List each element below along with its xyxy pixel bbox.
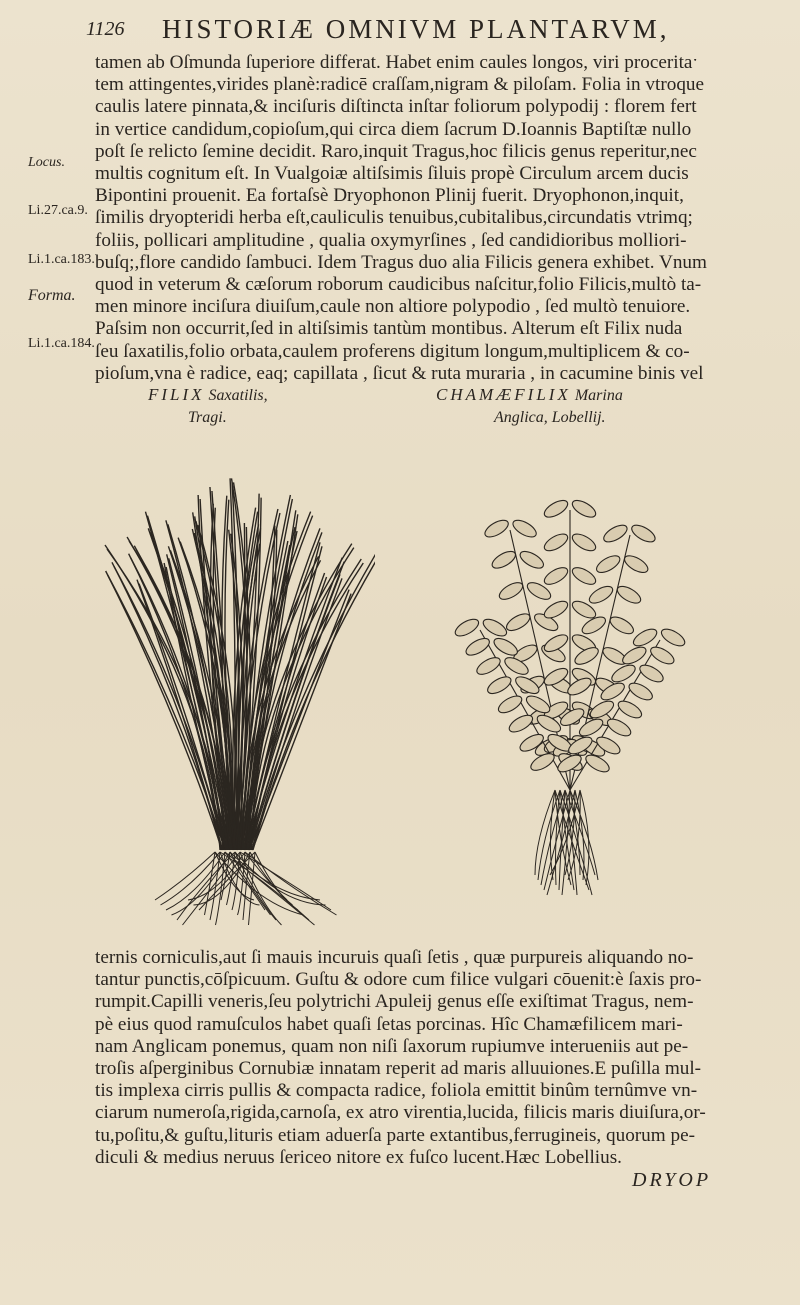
text-line: troſis aſperginibus Cornubiæ innatam reperit ad maris alluuiones.E puſilla mul-	[95, 1058, 702, 1080]
leaflet	[570, 564, 599, 587]
text-line: tu,poſitu,& guſtu,lituris etiam aduerſa parte extantibus,ferrugineis, quorum pe-	[95, 1124, 695, 1146]
fern-grass-woodcut	[95, 460, 375, 930]
leaflet	[587, 583, 616, 606]
leaflet	[481, 616, 510, 639]
right-caption-sub2: Anglica, Lobellij.	[494, 409, 606, 426]
text-line: ternis corniculis,aut ſi mauis incuruis quaſi ſetis , quæ purpureis aliquando no-	[95, 947, 694, 968]
leaflet	[542, 497, 571, 520]
text-line: pè eius quod ramuſculos habet quaſi ſetas porcinas. Hîc Chamæfilicem mari-	[95, 1013, 683, 1035]
leaflet	[497, 579, 526, 602]
leaflet	[491, 635, 520, 658]
text-line: caulis latere pinnata,& inciſuris diſtincta inſtar foliorum polypodij : florem fert	[95, 96, 697, 118]
top-paragraph	[95, 52, 735, 385]
leaflet	[496, 693, 525, 716]
left-caption-title: FILIX	[148, 385, 205, 404]
marginal-note-ref-3: Li.1.ca.184.	[28, 336, 95, 351]
text-line: tem attingentes,virides planè:radicē craſſam,nigram & piloſam. Folia in vtroque	[95, 74, 705, 96]
page-header	[70, 8, 770, 48]
marginal-note-locus: Locus.	[28, 155, 65, 170]
text-line: quod in veterum & cæſorum roborum caudicibus naſcitur,folio Filicis,multò ta-	[95, 274, 702, 296]
leaflet	[453, 616, 482, 639]
leaflet	[626, 680, 655, 703]
leaflet	[485, 674, 514, 697]
leaflet	[620, 644, 649, 667]
text-line: men minore inciſura diuiſum,caule non altiore polypodio , ſed multò tenuiore.	[95, 296, 691, 318]
text-line: nam Anglicam ponemus, quam non niſi ſaxorum rupiumve interueniis aut pe-	[95, 1035, 689, 1057]
text-line: pioſum,vna è radice, eaq; capillata , ſicut & ruta muraria , in cacumine binis vel	[95, 362, 704, 384]
text-line: diculi & medius neruus ſericeo nitore ex fuſco lucent.Hæc Lobellius.	[95, 1146, 622, 1168]
leaflet	[609, 662, 638, 685]
text-line: ſeu ſaxatilis,folio orbata,caulem proferens digitum longum,multiplicem & co-	[95, 340, 690, 362]
leaflet	[507, 712, 536, 735]
leaflet	[490, 548, 519, 571]
leaflet	[482, 517, 511, 540]
left-figure-caption	[148, 384, 268, 429]
leaflet	[594, 552, 623, 575]
left-caption-sub1: Saxatilis,	[208, 387, 268, 404]
text-line: tis implexa cirris pullis & compacta radice, foliola emittit binûm ternûmve vn-	[95, 1080, 698, 1102]
leaflet	[659, 626, 688, 649]
left-caption-sub2: Tragi.	[188, 409, 227, 426]
root-strand	[188, 852, 245, 900]
leaflet	[510, 517, 539, 540]
leaflet	[637, 662, 666, 685]
text-line: tamen ab Oſmunda ſuperiore differat. Habet enim caules longos, viri proceritaˑ	[95, 52, 698, 73]
leaflet	[629, 522, 658, 545]
leaflet	[542, 564, 571, 587]
text-line: foliis, pollicari amplitudine , qualia oxymyrſines , ſed candidioribus molliori-	[95, 229, 687, 251]
fern-frond-woodcut	[440, 490, 700, 910]
leaflet	[577, 716, 606, 739]
leaflet	[648, 644, 677, 667]
bottom-paragraph	[95, 947, 735, 1169]
leaflet	[605, 716, 634, 739]
text-line: rumpit.Capilli veneris,ſeu polytrichi Apuleij genus eſſe exiſtimat Tragus, nem-	[95, 991, 694, 1013]
leaflet	[601, 522, 630, 545]
text-line: ciarum numeroſa,rigida,carnoſa, ex atro virentia,lucida, filicis maris diuiſura,or-	[95, 1102, 706, 1124]
text-line: Paſsim non occurrit,ſed in altiſsimis tantùm montibus. Alterum eſt Filix nuda	[95, 318, 683, 340]
right-caption-sub1: Marina	[574, 387, 623, 404]
marginal-note-forma: Forma.	[28, 287, 76, 304]
marginal-note-ref-2: Li.1.ca.183.	[28, 252, 95, 267]
leaflet	[463, 635, 492, 658]
leaflet	[616, 698, 645, 721]
leaflet	[474, 654, 503, 677]
leaflet	[570, 497, 599, 520]
text-line: buſq;,flore candido ſambuci. Idem Tragus duo alia Filicis genera exhibet. Vnum	[95, 251, 707, 273]
leaflet	[615, 583, 644, 606]
leaflet	[504, 611, 533, 634]
leaflet	[542, 531, 571, 554]
leaflet	[608, 614, 637, 637]
leaflet	[570, 531, 599, 554]
text-line: in vertice candidum,copioſum,qui circa diem ſacrum D.Ioannis Baptiſtæ nullo	[95, 118, 692, 140]
right-figure-caption	[436, 384, 623, 429]
root-strand	[155, 852, 215, 900]
leaflet	[622, 552, 651, 575]
text-line: tantur punctis,cōſpicuum. Guſtu & odore cum filice vulgari cōuenit:è ſaxis pro-	[95, 969, 702, 991]
text-line: Bipontini prouenit. Ea fortaſsè Dryophonon Plinij fuerit. Dryophonon,inquit,	[95, 185, 684, 207]
page-number: 1126	[86, 18, 125, 40]
text-line: poſt ſe relicto ſemine decidit. Raro,inquit Tragus,hoc filicis genus reperitur,nec	[95, 140, 697, 162]
text-line: ſimilis dryopteridi herba eſt,cauliculis tenuibus,cubitalibus,circundatis vtrimq;	[95, 207, 693, 229]
right-caption-title: CHAMÆFILIX	[436, 385, 571, 404]
running-title: HISTORIÆ OMNIVM PLANTARVM,	[162, 14, 670, 44]
leaflet	[542, 598, 571, 621]
leaflet	[631, 626, 660, 649]
leaflet	[518, 548, 547, 571]
text-line: multis cognitum eſt. In Vualgoiæ altiſsimis ſiluis propè Circulum arcem ducis	[95, 163, 689, 185]
marginal-note-ref-1: Li.27.ca.9.	[28, 203, 88, 218]
catchword: DRYOP	[632, 1169, 712, 1191]
